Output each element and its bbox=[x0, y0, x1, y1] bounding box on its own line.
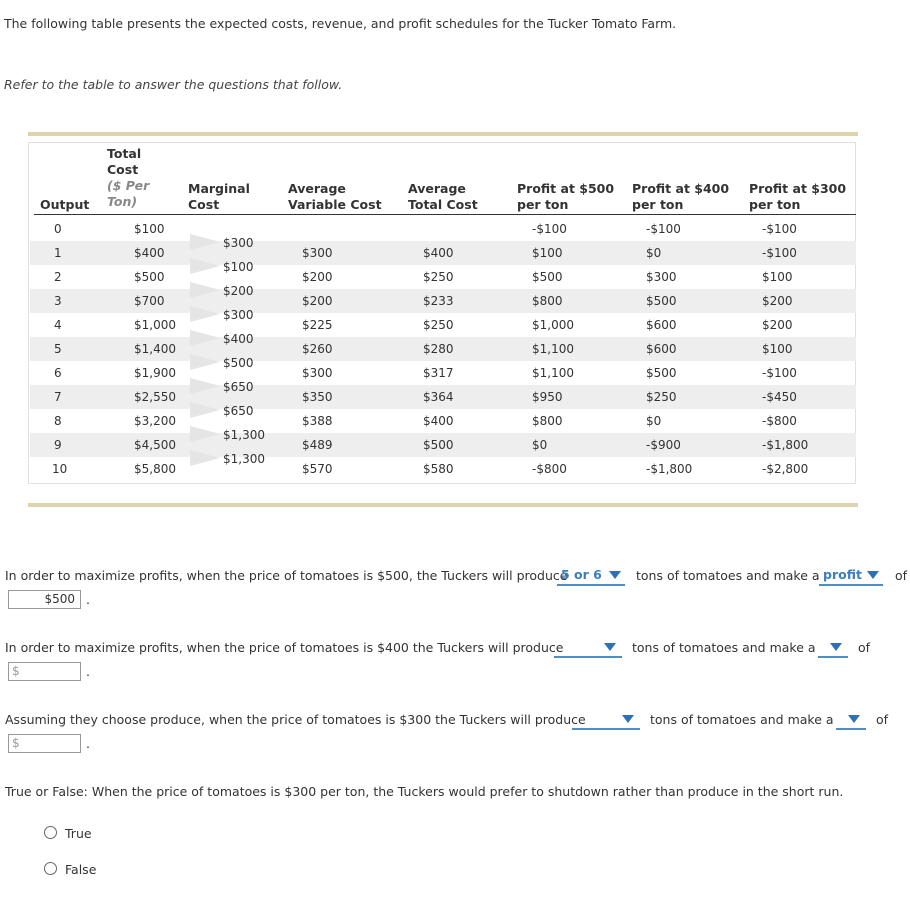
radio-true[interactable] bbox=[44, 826, 57, 839]
table-row: 5 $1,400 $260 $280 $1,100 $600 $100 bbox=[30, 337, 856, 361]
header-output: Output bbox=[40, 197, 90, 212]
mc-value: $650 bbox=[223, 380, 254, 394]
mc-arrow-icon bbox=[190, 234, 220, 250]
mc-value: $1,300 bbox=[223, 428, 265, 442]
chevron-down-icon bbox=[609, 571, 621, 579]
chevron-down-icon bbox=[848, 715, 860, 723]
mc-value: $500 bbox=[223, 356, 254, 370]
q3-text: Assuming they choose produce, when the price of tomatoes is $300 the Tuckers will produce bbox=[5, 712, 586, 727]
header-profit-400: Profit at $400 per ton bbox=[632, 181, 730, 212]
q1-quantity-value: 5 or 6 bbox=[561, 567, 602, 582]
mc-value: $650 bbox=[223, 404, 254, 418]
mc-arrow-icon bbox=[190, 354, 220, 370]
table-row: 3 $700 $200 $233 $800 $500 $200 bbox=[30, 289, 856, 313]
table-row: 0 $100 -$100 -$100 -$100 bbox=[54, 222, 797, 236]
q2-amount-input[interactable] bbox=[8, 662, 81, 681]
q1-profit-value: profit bbox=[823, 567, 862, 582]
mc-value: $400 bbox=[223, 332, 254, 346]
q2-text: In order to maximize profits, when the price of tomatoes is $400 the Tuckers will produce bbox=[5, 640, 564, 655]
table-row: 4 $1,000 $225 $250 $1,000 $600 $200 bbox=[54, 318, 793, 332]
table-row: 7 $2,550 $350 $364 $950 $250 -$450 bbox=[30, 385, 856, 409]
table-row: 8 $3,200 $388 $400 $800 $0 -$800 bbox=[54, 414, 797, 428]
mc-value: $200 bbox=[223, 284, 254, 298]
radio-false[interactable] bbox=[44, 862, 57, 875]
q1-profit-select[interactable] bbox=[819, 566, 883, 586]
q2-period: . bbox=[86, 664, 90, 679]
header-avc: Average Variable Cost bbox=[288, 181, 382, 212]
q1-period: . bbox=[86, 592, 90, 607]
table-row: 6 $1,900 $300 $317 $1,100 $500 -$100 bbox=[54, 366, 797, 380]
chevron-down-icon bbox=[622, 715, 634, 723]
header-profit-500: Profit at $500 per ton bbox=[517, 181, 615, 212]
q2-quantity-select[interactable] bbox=[554, 638, 622, 658]
mc-arrow-icon bbox=[190, 330, 220, 346]
q1-text: In order to maximize profits, when the price of tomatoes is $500, the Tuckers will produce bbox=[5, 568, 568, 583]
mc-arrow-icon bbox=[190, 378, 220, 394]
refer-text: Refer to the table to answer the questions that follow. bbox=[4, 77, 343, 92]
header-divider bbox=[34, 214, 856, 215]
header-total-cost: Total Cost ($ Per Ton) bbox=[107, 146, 150, 209]
table-row: 1 $400 $300 $400 $100 $0 -$100 bbox=[30, 241, 856, 265]
intro-text: The following table presents the expected costs, revenue, and profit schedules for the Tucker Tomato Farm. bbox=[4, 16, 677, 31]
q2-profit-select[interactable] bbox=[818, 638, 848, 658]
table-row: 10 $5,800 $570 $580 -$800 -$1,800 -$2,800 bbox=[52, 462, 809, 476]
header-marginal-cost: Marginal Cost bbox=[188, 181, 250, 212]
q1-amount-input[interactable]: $500 bbox=[8, 590, 81, 609]
dollar-prefix: $ bbox=[12, 736, 20, 750]
mc-value: $100 bbox=[223, 260, 254, 274]
mc-value: $300 bbox=[223, 308, 254, 322]
q3-quantity-select[interactable] bbox=[572, 710, 640, 730]
mc-arrow-icon bbox=[190, 402, 220, 418]
q2-text-c: of bbox=[858, 640, 871, 655]
mc-arrow-icon bbox=[190, 282, 220, 298]
q3-text-c: of bbox=[876, 712, 889, 727]
table-row: 9 $4,500 $489 $500 $0 -$900 -$1,800 bbox=[30, 433, 856, 457]
mc-arrow-icon bbox=[190, 450, 220, 466]
q3-amount-input[interactable] bbox=[8, 734, 81, 753]
chevron-down-icon bbox=[604, 643, 616, 651]
q1-text-c: of bbox=[895, 568, 908, 583]
radio-false-label[interactable]: False bbox=[65, 862, 97, 877]
header-atc: Average Total Cost bbox=[408, 181, 478, 212]
mc-arrow-icon bbox=[190, 426, 220, 442]
chevron-down-icon bbox=[867, 571, 879, 579]
header-profit-300: Profit at $300 per ton bbox=[749, 181, 847, 212]
q3-period: . bbox=[86, 736, 90, 751]
mc-value: $300 bbox=[223, 236, 254, 250]
mc-arrow-icon bbox=[190, 306, 220, 322]
q2-text-b: tons of tomatoes and make a bbox=[632, 640, 816, 655]
q1-quantity-select[interactable] bbox=[557, 566, 625, 586]
dollar-prefix: $ bbox=[12, 664, 20, 678]
q1-text-b: tons of tomatoes and make a bbox=[636, 568, 820, 583]
q4-text: True or False: When the price of tomatoes is $300 per ton, the Tuckers would prefer to shutdown rather than produce in the short run. bbox=[5, 784, 844, 799]
q3-text-b: tons of tomatoes and make a bbox=[650, 712, 834, 727]
chevron-down-icon bbox=[830, 643, 842, 651]
radio-true-label[interactable]: True bbox=[65, 826, 92, 841]
mc-arrow-icon bbox=[190, 258, 220, 274]
table-row: 2 $500 $200 $250 $500 $300 $100 bbox=[54, 270, 793, 284]
q3-profit-select[interactable] bbox=[836, 710, 866, 730]
table-bottom-bar bbox=[28, 503, 858, 507]
table-top-bar bbox=[28, 132, 858, 136]
mc-value: $1,300 bbox=[223, 452, 265, 466]
